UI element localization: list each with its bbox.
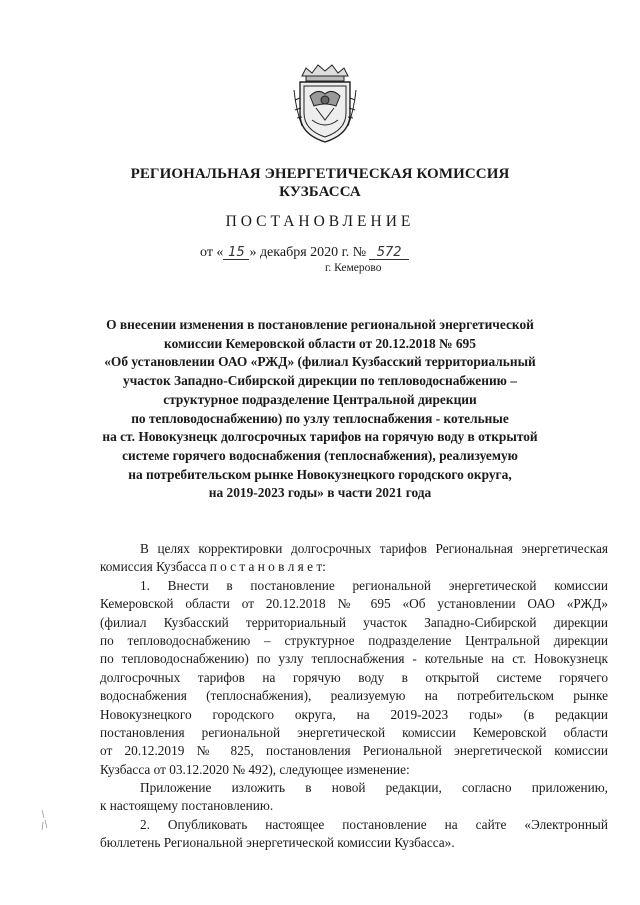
body-line: по тепловодоснабжению – структурное подразделение Центральной дирекции (100, 632, 608, 648)
body-line: Кузбасса от 03.12.2020 № 492), следующее изменение: (100, 761, 410, 777)
body-line: комиссия Кузбасса п о с т а н о в л я е т: (100, 559, 326, 575)
document-type: ПОСТАНОВЛЕНИЕ (225, 213, 415, 230)
title-line: на потребительском рынке Новокузнецкого городского округа, (128, 466, 512, 482)
scan-margin-mark (40, 808, 50, 832)
body-line: постановления региональной энергетической комиссии Кемеровской области (100, 724, 608, 740)
title-line: комиссии Кемеровской области от 20.12.2018 № 695 (164, 335, 476, 351)
title-line: на ст. Новокузнецк долгосрочных тарифов на горячую воду в открытой (102, 429, 538, 445)
title-line: на 2019-2023 годы» в части 2021 года (208, 485, 432, 501)
body-line: Кемеровской области от 20.12.2018 № 695 «Об установлении ОАО «РЖД» (100, 596, 608, 612)
body-line: долгосрочных тарифов на горячую воду в открытой системе горячего (100, 669, 608, 685)
body-line: к настоящему постановлению. (100, 798, 274, 814)
title-line: О внесении изменения в постановление региональной энергетической (106, 317, 534, 332)
title-line: системе горячего водоснабжения (теплоснабжения), реализуемую (122, 447, 518, 463)
title-line: участок Западно-Сибирской дирекции по тепловодоснабжению – (123, 373, 517, 389)
body-line: 2. Опубликовать настоящее постановление на сайте «Электронный (140, 816, 608, 832)
document-body (100, 540, 608, 853)
document-number: 572 (369, 246, 409, 260)
body-line: 1. Внести в постановление региональной энергетической комиссии (140, 577, 608, 593)
organization-region: КУЗБАССА (279, 184, 361, 200)
date-suffix: » декабря 2020 г. № (249, 245, 367, 260)
body-line: водоснабжения (теплоснабжения), реализуемую на потребительском рынке (100, 688, 608, 704)
document-title (100, 316, 540, 503)
body-line: В целях корректировки долгосрочных тарифов Региональная энергетическая (140, 541, 608, 556)
city: г. Кемерово (325, 262, 382, 274)
body-line: Приложение изложить в новой редакции, согласно приложению, (140, 780, 608, 796)
date-day: 15 (223, 246, 249, 260)
title-line: «Об установлении ОАО «РЖД» (филиал Кузбасский территориальный (104, 354, 536, 370)
date-line (200, 245, 460, 261)
title-line: по тепловодоснабжению) по узлу теплоснабжения - котельные (131, 410, 509, 426)
date-prefix: от « (200, 245, 224, 260)
organization-name: РЕГИОНАЛЬНАЯ ЭНЕРГЕТИЧЕСКАЯ КОМИССИЯ (130, 166, 510, 182)
body-line: Новокузнецкого городского округа, на 2019-2023 годы» (в редакции (100, 706, 608, 722)
title-line: структурное подразделение Центральной дирекции (163, 391, 477, 407)
body-line: (филиал Кузбасский территориальный участок Западно-Сибирской дирекции (100, 614, 608, 630)
coat-of-arms-emblem (292, 60, 358, 146)
body-line: от 20.12.2019 № 825, постановления Региональной энергетической комиссии (100, 743, 608, 759)
body-line: по тепловодоснабжению) по узлу теплоснабжения - котельные на ст. Новокузнецк (100, 651, 608, 667)
body-line: бюллетень Региональной энергетической комиссии Кузбасса». (100, 835, 455, 851)
